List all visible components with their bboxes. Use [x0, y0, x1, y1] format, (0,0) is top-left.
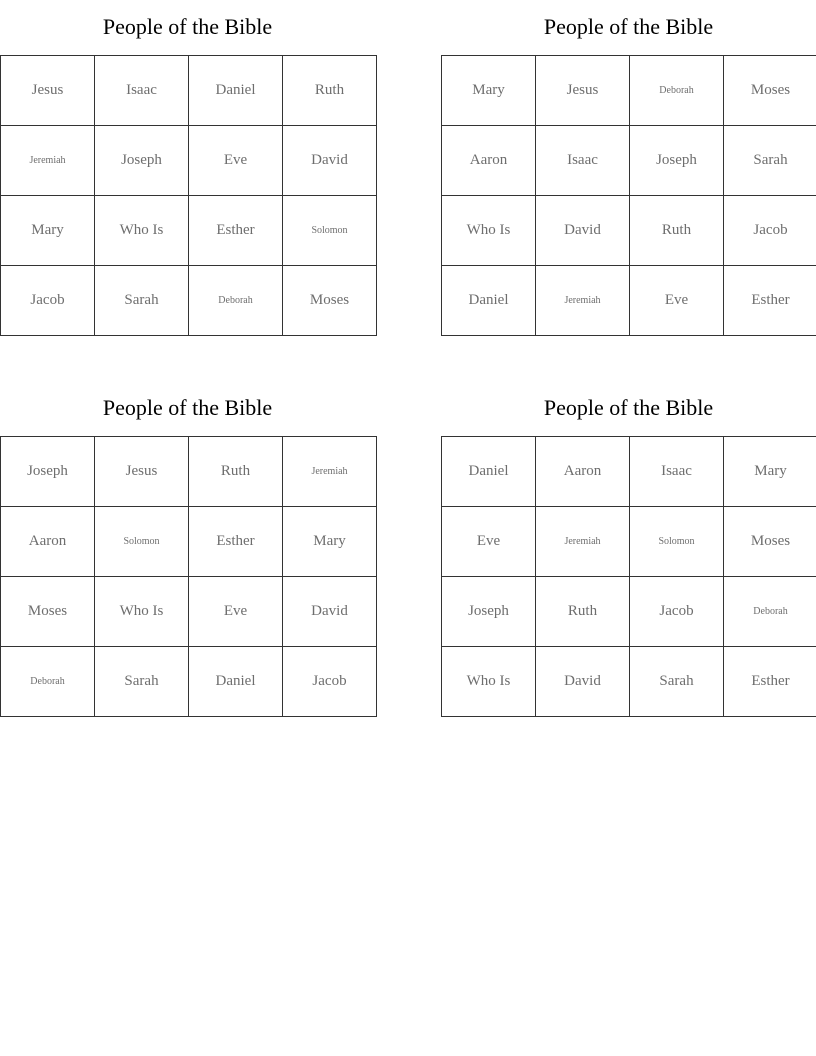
grid-cell: Solomon [95, 507, 189, 577]
grid-cell: Isaac [95, 56, 189, 126]
grid-cell: Jacob [283, 647, 377, 717]
grid-cell: Aaron [442, 126, 536, 196]
card-title: People of the Bible [102, 395, 273, 420]
grid-cell: Who Is [442, 647, 536, 717]
grid-cell: Esther [724, 647, 816, 717]
grid-cell: Jesus [95, 437, 189, 507]
grid-row [1, 647, 377, 717]
grid-row [442, 56, 816, 126]
grid-cell: Esther [189, 507, 283, 577]
grid-cell: Joseph [1, 437, 95, 507]
bingo-card-3 [0, 381, 375, 717]
grid-cell: Eve [189, 126, 283, 196]
grid-cell: Mary [724, 437, 816, 507]
bingo-grid [441, 55, 816, 336]
grid-cell: Joseph [95, 126, 189, 196]
grid-row [442, 437, 816, 507]
grid-cell: Ruth [283, 56, 377, 126]
grid-cell: David [536, 196, 630, 266]
bingo-grid [441, 436, 816, 717]
grid-cell: Moses [1, 577, 95, 647]
grid-cell: Mary [442, 56, 536, 126]
grid-row [442, 266, 816, 336]
grid-cell: Ruth [536, 577, 630, 647]
grid-cell: Moses [724, 507, 816, 577]
grid-cell: Solomon [283, 196, 377, 266]
card-title: People of the Bible [102, 14, 273, 39]
grid-cell: Who Is [95, 196, 189, 266]
grid-cell: Sarah [95, 266, 189, 336]
grid-cell: Moses [283, 266, 377, 336]
grid-cell: Deborah [724, 577, 816, 647]
grid-cell: Solomon [630, 507, 724, 577]
grid-cell: Deborah [189, 266, 283, 336]
grid-row [1, 266, 377, 336]
grid-cell: Jeremiah [283, 437, 377, 507]
card-title: People of the Bible [543, 14, 714, 39]
grid-row [442, 507, 816, 577]
grid-cell: Jesus [536, 56, 630, 126]
grid-cell: Jeremiah [536, 266, 630, 336]
grid-cell: Who Is [95, 577, 189, 647]
grid-cell: Ruth [189, 437, 283, 507]
bingo-grid [0, 436, 377, 717]
grid-row [1, 437, 377, 507]
grid-cell: Sarah [630, 647, 724, 717]
grid-cell: Eve [630, 266, 724, 336]
bingo-card-2 [441, 0, 816, 336]
grid-cell: David [283, 126, 377, 196]
grid-cell: Eve [442, 507, 536, 577]
grid-cell: Jeremiah [1, 126, 95, 196]
grid-cell: Ruth [630, 196, 724, 266]
grid-cell: Esther [189, 196, 283, 266]
grid-row [1, 56, 377, 126]
grid-row [1, 196, 377, 266]
grid-row [1, 507, 377, 577]
grid-cell: Aaron [1, 507, 95, 577]
card-title: People of the Bible [543, 395, 714, 420]
grid-cell: David [536, 647, 630, 717]
bingo-card-1 [0, 0, 375, 336]
grid-cell: Isaac [630, 437, 724, 507]
grid-cell: Sarah [95, 647, 189, 717]
grid-cell: Eve [189, 577, 283, 647]
grid-row [442, 126, 816, 196]
grid-cell: Daniel [442, 266, 536, 336]
bingo-grid [0, 55, 377, 336]
grid-cell: Daniel [189, 56, 283, 126]
grid-cell: Sarah [724, 126, 816, 196]
grid-cell: Jacob [630, 577, 724, 647]
grid-cell: Deborah [1, 647, 95, 717]
grid-cell: Mary [283, 507, 377, 577]
grid-cell: Moses [724, 56, 816, 126]
grid-cell: Who Is [442, 196, 536, 266]
grid-cell: Mary [1, 196, 95, 266]
grid-cell: David [283, 577, 377, 647]
grid-cell: Daniel [442, 437, 536, 507]
grid-row [442, 647, 816, 717]
grid-cell: Daniel [189, 647, 283, 717]
grid-row [1, 577, 377, 647]
grid-row [442, 196, 816, 266]
grid-cell: Joseph [630, 126, 724, 196]
grid-cell: Isaac [536, 126, 630, 196]
grid-cell: Esther [724, 266, 816, 336]
grid-cell: Aaron [536, 437, 630, 507]
grid-cell: Joseph [442, 577, 536, 647]
bingo-card-4 [441, 381, 816, 717]
grid-cell: Jesus [1, 56, 95, 126]
grid-cell: Jacob [724, 196, 816, 266]
grid-row [442, 577, 816, 647]
grid-cell: Deborah [630, 56, 724, 126]
grid-cell: Jacob [1, 266, 95, 336]
grid-cell: Jeremiah [536, 507, 630, 577]
grid-row [1, 126, 377, 196]
